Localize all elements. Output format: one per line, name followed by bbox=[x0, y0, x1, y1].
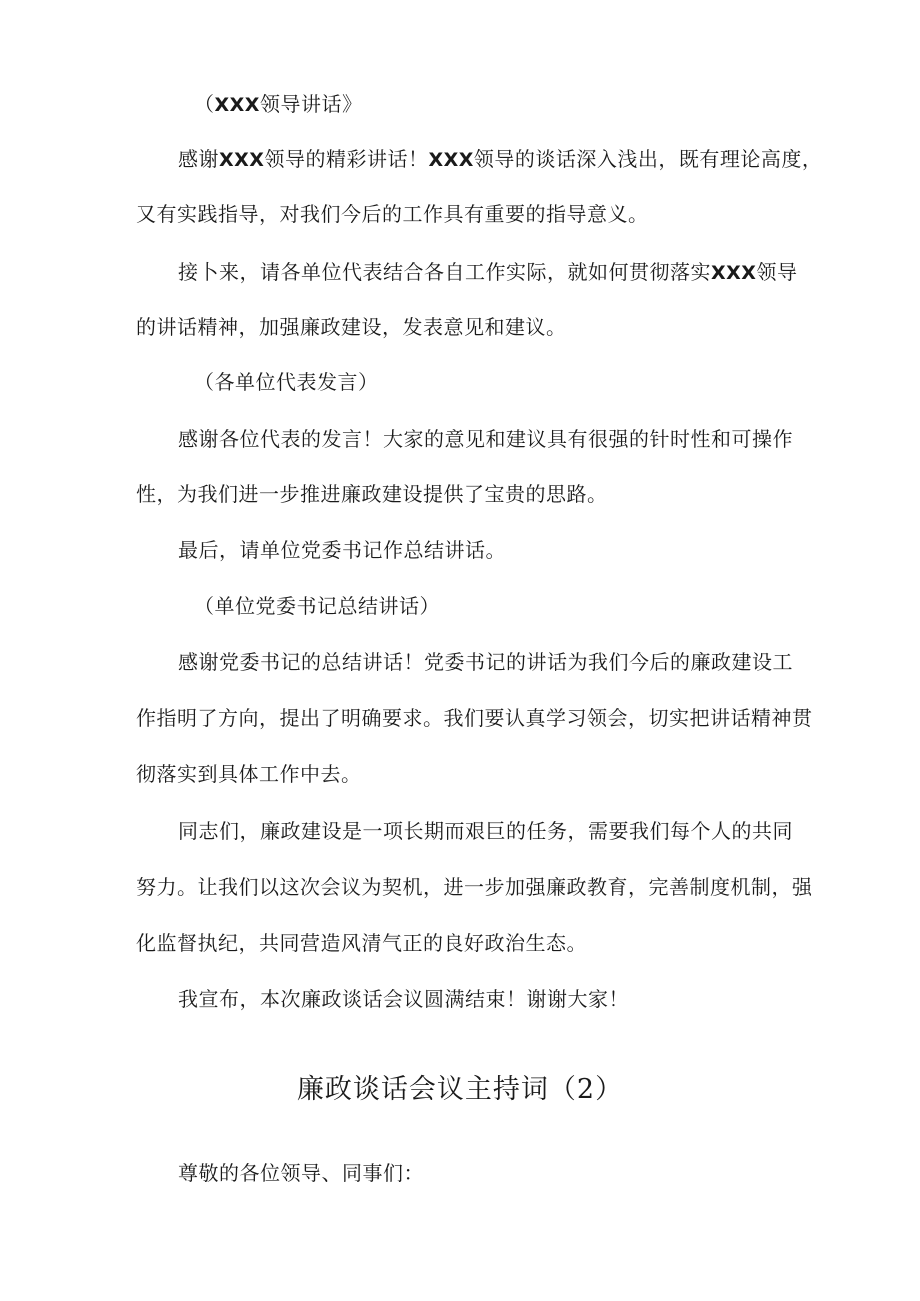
paragraph-closing: 我宣布，本次廉政谈话会议圆满结束！谢谢大家！ bbox=[178, 987, 629, 1011]
stage-direction-representatives: （各单位代表发言） bbox=[194, 370, 379, 394]
paragraph-finally: 最后，请单位党委书记作总结讲话。 bbox=[178, 538, 506, 562]
paragraph-thanks-reps-line2: 性，为我们进一步推进廉政建设提供了宝贵的思路。 bbox=[136, 482, 608, 506]
paragraph-comrades-line2: 努力。让我们以这次会议为契机，进一步加强廉政教育，完善制度机制，强 bbox=[136, 875, 813, 899]
speech-title-line: （XXX领导讲话》 bbox=[194, 92, 363, 116]
paragraph-comrades-line3: 化监督执纪，共同营造风清气正的良好政治生态。 bbox=[136, 931, 587, 955]
paragraph-thanks-leader-line1: 感谢XXX领导的精彩讲话！XXX领导的谈话深入浅出，既有理论高度， bbox=[178, 147, 823, 171]
section-heading: 廉政谈话会议主持词（2） bbox=[296, 1074, 624, 1105]
paragraph-comrades-line1: 同志们，廉政建设是一项长期而艰巨的任务，需要我们每个人的共同 bbox=[178, 819, 793, 843]
paragraph-thanks-leader-line2: 又有实践指导，对我们今后的工作具有重要的指导意义。 bbox=[136, 202, 649, 226]
paragraph-thanks-reps-line1: 感谢各位代表的发言！大家的意见和建议具有很强的针时性和可操作 bbox=[178, 427, 793, 451]
paragraph-invite-line2: 的讲话精神，加强廉政建设，发表意见和建议。 bbox=[136, 315, 567, 339]
paragraph-thanks-secretary-line2: 作指明了方向，提出了明确要求。我们要认真学习领会，切实把讲话精神贯 bbox=[136, 706, 813, 730]
paragraph-invite-line1: 接卜来，请各单位代表结合各自工作实际，就如何贯彻落实XXX领导 bbox=[178, 260, 798, 284]
paragraph-salutation: 尊敬的各位领导、同事们： bbox=[178, 1161, 424, 1185]
paragraph-thanks-secretary-line1: 感谢党委书记的总结讲话！党委书记的讲话为我们今后的廉政建设工 bbox=[178, 650, 793, 674]
paragraph-thanks-secretary-line3: 彻落实到具体工作中去。 bbox=[136, 762, 362, 786]
stage-direction-secretary: （单位党委书记总结讲话） bbox=[194, 594, 440, 618]
